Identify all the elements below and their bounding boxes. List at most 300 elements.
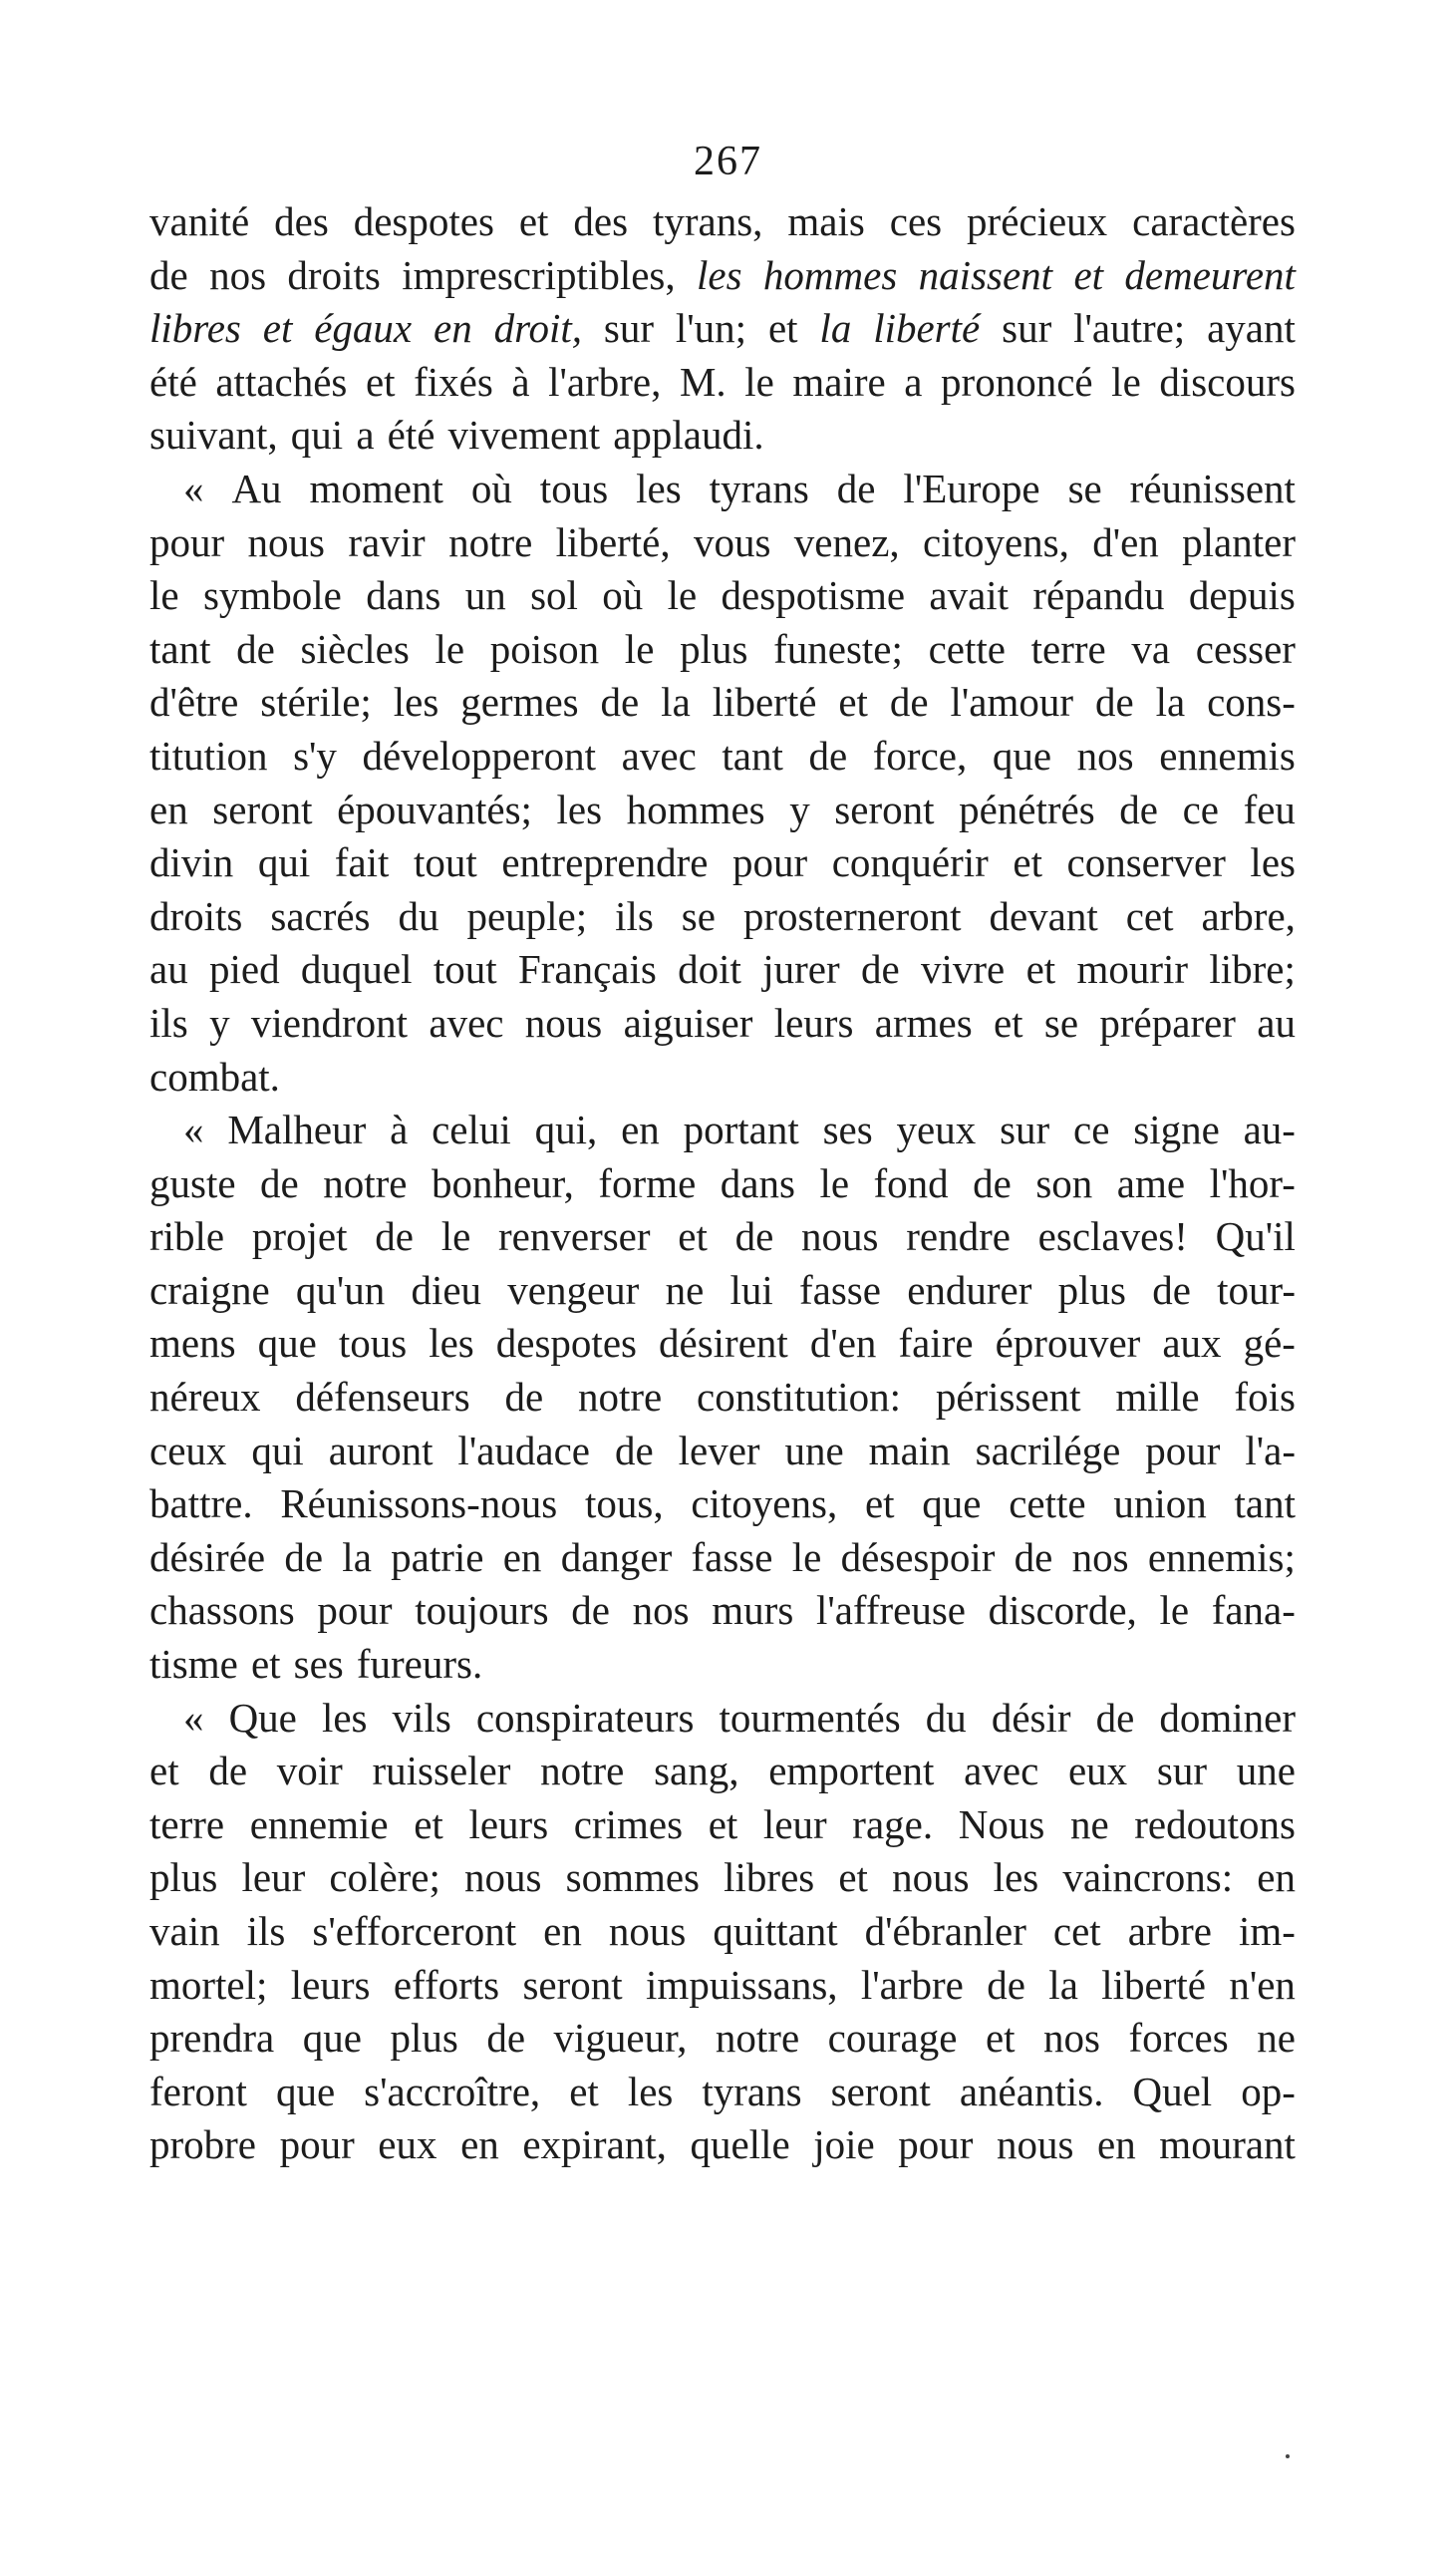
text-line	[149, 2118, 1296, 2172]
word: liberté	[873, 305, 981, 352]
word: ennemie	[249, 1800, 389, 1847]
word: ses	[293, 1641, 344, 1688]
text-line	[149, 569, 1296, 623]
word: op-	[1241, 2068, 1296, 2114]
word: qui	[251, 1427, 304, 1473]
word: désespoir	[840, 1533, 996, 1580]
word: y	[789, 786, 810, 832]
word: terre	[149, 1800, 225, 1847]
word: titution	[149, 732, 268, 779]
word: quittant	[713, 1908, 838, 1954]
word: le	[1111, 358, 1141, 405]
word: pénétrés	[959, 786, 1095, 832]
word: tyrans,	[652, 198, 763, 244]
word: et	[414, 1800, 443, 1847]
word: répandu	[1032, 572, 1165, 619]
word: les	[697, 251, 742, 298]
word: cet	[1125, 892, 1174, 939]
word: «	[183, 1107, 204, 1153]
word: de	[571, 1587, 610, 1634]
word: seront	[834, 786, 935, 832]
word: gé-	[1243, 1320, 1296, 1367]
word: ravir	[348, 518, 426, 565]
word: ses	[822, 1107, 873, 1153]
word: vigueur,	[553, 2015, 688, 2062]
word: prosterneront	[742, 892, 962, 939]
word: droit,	[493, 305, 583, 352]
word: peuple;	[466, 892, 588, 939]
word: toujours	[415, 1587, 549, 1634]
word: feu	[1243, 786, 1296, 832]
word: mens	[149, 1320, 236, 1367]
word: le	[744, 358, 774, 405]
word: planter	[1182, 518, 1296, 565]
word: de	[1095, 1694, 1135, 1741]
text-line	[149, 2012, 1296, 2066]
word: qui,	[534, 1107, 598, 1153]
word: hommes	[762, 251, 898, 298]
word: auront	[328, 1427, 434, 1473]
word: feront	[149, 2068, 247, 2114]
word: tisme	[149, 1641, 238, 1688]
word: libres	[724, 1854, 815, 1901]
word: et	[149, 1748, 179, 1794]
word: hommes	[626, 786, 765, 832]
word: s'accroître,	[364, 2068, 541, 2114]
text-line	[149, 1104, 1296, 1157]
word: les	[636, 465, 682, 511]
word: du	[398, 892, 439, 939]
word: où	[602, 572, 644, 619]
word: un	[464, 572, 506, 619]
word: funeste;	[773, 625, 903, 672]
word: esclaves!	[1037, 1213, 1188, 1260]
word: de	[836, 465, 876, 511]
word: divin	[149, 839, 234, 886]
word: cet	[1052, 1908, 1101, 1954]
word: de	[149, 251, 188, 298]
word: renverser	[498, 1213, 651, 1260]
word: l'autre;	[1073, 305, 1186, 352]
word: naissent	[918, 251, 1053, 298]
word: mourir	[1076, 946, 1189, 993]
word: bonheur,	[431, 1159, 574, 1206]
word: main	[868, 1427, 951, 1473]
word: ne	[665, 1266, 705, 1313]
word: de	[973, 1159, 1012, 1206]
word: à	[511, 358, 530, 405]
word: va	[1131, 625, 1171, 672]
text-line	[149, 730, 1296, 784]
word: notre	[448, 518, 533, 565]
word: pour	[1145, 1427, 1221, 1473]
word: préparer	[1099, 999, 1236, 1046]
text-line	[149, 1371, 1296, 1425]
text-line	[149, 1425, 1296, 1478]
word: cesser	[1195, 625, 1296, 672]
word: endurer	[907, 1266, 1032, 1313]
word: et	[993, 999, 1023, 1046]
word: de	[504, 1374, 544, 1421]
word: fond	[873, 1159, 949, 1206]
word: eux	[1067, 1748, 1128, 1794]
word: développeront	[362, 732, 597, 779]
word: expirant,	[522, 2121, 667, 2168]
word: courage	[827, 2015, 958, 2062]
word: Malheur	[227, 1107, 367, 1153]
word: de	[375, 1213, 414, 1260]
word: cette	[1009, 1480, 1086, 1527]
word: discorde,	[988, 1587, 1137, 1634]
word: ame	[1116, 1159, 1186, 1206]
text-line	[149, 1959, 1296, 2013]
word: la	[819, 305, 852, 352]
word: pour	[898, 2121, 974, 2168]
text-line	[149, 2066, 1296, 2119]
text-line	[149, 1477, 1296, 1531]
word: et	[985, 2015, 1016, 2062]
word: poison	[489, 625, 600, 672]
word: a	[904, 358, 923, 405]
word: fasse	[799, 1266, 881, 1313]
word: les	[627, 2068, 674, 2114]
word: sur	[1002, 305, 1052, 352]
word: fait	[334, 839, 390, 886]
word: au	[149, 946, 188, 993]
word: de	[284, 1533, 324, 1580]
word: pour	[732, 839, 808, 886]
word: seront	[522, 1961, 623, 2008]
word: impuissans,	[646, 1961, 838, 2008]
word: faire	[898, 1320, 974, 1367]
word: vain	[149, 1908, 220, 1954]
word: le	[149, 572, 179, 619]
word: le	[667, 572, 698, 619]
word: union	[1113, 1480, 1207, 1527]
word: cette	[928, 625, 1006, 672]
word: et	[518, 198, 549, 244]
word: anéantis.	[959, 2068, 1104, 2114]
word: siècles	[300, 625, 410, 672]
word: tant	[722, 732, 783, 779]
word: portant	[683, 1107, 799, 1153]
word: nos	[1076, 732, 1134, 779]
word: nos	[1043, 2015, 1101, 2062]
word: fureurs.	[356, 1641, 483, 1688]
word: de	[614, 1427, 654, 1473]
word: avec	[621, 732, 697, 779]
text-line	[149, 1798, 1296, 1852]
word: fixés	[414, 358, 493, 405]
word: se	[681, 892, 716, 939]
word: et	[250, 1641, 281, 1688]
word: vils	[392, 1694, 451, 1741]
word: crimes	[573, 1800, 684, 1847]
text-line	[149, 890, 1296, 944]
word: nous	[892, 1854, 970, 1901]
word: y	[209, 999, 230, 1046]
word: despotes	[353, 198, 494, 244]
word: combat.	[149, 1053, 280, 1100]
word: symbole	[202, 572, 342, 619]
word: en	[460, 2121, 499, 2168]
word: sang,	[654, 1748, 739, 1794]
word: projet	[251, 1213, 348, 1260]
word: vengeur	[507, 1266, 640, 1313]
word: précieux	[967, 198, 1108, 244]
word: de	[486, 2015, 526, 2062]
word: «	[183, 1694, 204, 1741]
word: mortel;	[149, 1961, 268, 2008]
word: nos	[209, 251, 267, 298]
word: leurs	[773, 999, 854, 1046]
word: droits	[149, 892, 243, 939]
word: murs	[712, 1587, 794, 1634]
word: en	[1257, 1854, 1296, 1901]
word: son	[1035, 1159, 1093, 1206]
word: à	[390, 1107, 409, 1153]
text-line	[149, 409, 1296, 463]
word: la	[342, 1533, 372, 1580]
word: despotes	[495, 1320, 637, 1367]
word: leur	[241, 1854, 306, 1901]
text-line	[149, 676, 1296, 730]
word: quelle	[690, 2121, 790, 2168]
word: et	[767, 305, 798, 352]
word: tourmentés	[719, 1694, 901, 1741]
text-line	[149, 1851, 1296, 1905]
word: avec	[429, 999, 504, 1046]
word: pour	[317, 1587, 393, 1634]
text-line	[149, 249, 1296, 303]
word: ayant	[1207, 305, 1296, 352]
word: tous	[539, 465, 609, 511]
word: et	[569, 2068, 599, 2114]
word: désir	[991, 1694, 1071, 1741]
text-line	[149, 1638, 1296, 1692]
word: rage.	[852, 1800, 934, 1847]
word: notre	[715, 2015, 800, 2062]
text-line	[149, 1905, 1296, 1959]
text-line	[149, 1692, 1296, 1746]
word: les	[393, 679, 439, 726]
word: une	[784, 1427, 844, 1473]
word: vaincrons:	[1062, 1854, 1234, 1901]
word: et	[1025, 946, 1056, 993]
text-line	[149, 195, 1296, 249]
word: conserver	[1066, 839, 1226, 886]
word: terre	[1030, 625, 1106, 672]
word: tous,	[584, 1480, 664, 1527]
word: efforts	[393, 1961, 500, 2008]
word: en	[434, 305, 472, 352]
word: et	[708, 1800, 738, 1847]
word: nous	[801, 1213, 879, 1260]
word: que	[275, 2068, 336, 2114]
word: prendra	[149, 2015, 275, 2062]
word: stérile;	[260, 679, 372, 726]
word: arbre,	[1201, 892, 1296, 939]
word: en	[621, 1107, 660, 1153]
word: nos	[632, 1587, 690, 1634]
word: et	[1013, 839, 1042, 886]
word: citoyens,	[922, 518, 1069, 565]
word: de	[860, 946, 900, 993]
word: nous	[608, 1908, 687, 1954]
word: forme	[598, 1159, 697, 1206]
word: ils	[149, 999, 188, 1046]
word: en	[543, 1908, 582, 1954]
word: de	[889, 679, 929, 726]
word: et	[838, 679, 868, 726]
word: désirent	[659, 1320, 788, 1367]
word: arbre	[1127, 1908, 1212, 1954]
word: de	[1094, 679, 1134, 726]
word: mille	[1115, 1374, 1200, 1421]
word: mourant	[1159, 2121, 1296, 2168]
word: la	[1155, 679, 1186, 726]
word: mais	[787, 198, 865, 244]
word: qui	[257, 839, 311, 886]
text-line	[149, 1317, 1296, 1371]
word: de	[260, 1159, 299, 1206]
word: où	[470, 465, 512, 511]
word: sommes	[565, 1854, 701, 1901]
word: seront	[212, 786, 313, 832]
word: vanité	[149, 198, 250, 244]
word: redoutons	[1134, 1800, 1296, 1847]
word: celui	[432, 1107, 511, 1153]
word: l'audace	[457, 1427, 590, 1473]
word: Au	[231, 465, 282, 511]
word: germes	[460, 679, 579, 726]
word: libres	[149, 305, 241, 352]
word: ennemis;	[1147, 1533, 1296, 1580]
word: leurs	[290, 1961, 371, 2008]
word: de	[987, 1961, 1025, 2008]
word: colère;	[329, 1854, 440, 1901]
word: de	[600, 679, 640, 726]
word: Nous	[958, 1800, 1045, 1847]
text-line	[149, 1584, 1296, 1638]
word: notre	[323, 1159, 408, 1206]
word: Quel	[1132, 2068, 1213, 2114]
word: d'en	[1092, 518, 1159, 565]
word: néreux	[149, 1374, 261, 1421]
word: le	[819, 1159, 850, 1206]
word: ruisseler	[372, 1748, 511, 1794]
word: constitution:	[697, 1374, 902, 1421]
word: imprescriptibles,	[402, 251, 676, 298]
word: et	[365, 358, 396, 405]
word: que	[257, 1320, 317, 1367]
word: dans	[720, 1159, 795, 1206]
word: et	[262, 305, 293, 352]
word: viendront	[250, 999, 409, 1046]
text-line	[149, 516, 1296, 570]
word: et	[838, 1854, 868, 1901]
word: plus	[680, 625, 748, 672]
word: l'amour	[950, 679, 1074, 726]
word: liberté,	[555, 518, 671, 565]
text-line	[149, 943, 1296, 997]
word: ceux	[149, 1427, 227, 1473]
word: en	[502, 1533, 542, 1580]
word: des	[274, 198, 329, 244]
word: les	[1250, 839, 1296, 886]
text-line	[149, 1531, 1296, 1585]
word: sol	[530, 572, 578, 619]
word: emportent	[768, 1748, 935, 1794]
word: les	[321, 1694, 368, 1741]
word: tant	[1234, 1480, 1296, 1527]
text-line	[149, 784, 1296, 837]
word: conquérir	[831, 839, 989, 886]
word: devant	[989, 892, 1098, 939]
word: au	[1257, 999, 1296, 1046]
word: danger	[560, 1533, 673, 1580]
word: sur	[1156, 1748, 1208, 1794]
word: droits	[287, 251, 381, 298]
word: chassons	[149, 1587, 295, 1634]
word: sacrés	[270, 892, 371, 939]
word: aiguiser	[623, 999, 753, 1046]
word: s'y	[293, 732, 337, 779]
word: l'Europe	[903, 465, 1040, 511]
word: nous	[464, 1854, 542, 1901]
word: fois	[1234, 1374, 1296, 1421]
word: discours	[1159, 358, 1296, 405]
word: et	[678, 1213, 708, 1260]
word: d'ébranler	[864, 1908, 1026, 1954]
text-line	[149, 1210, 1296, 1264]
word: épouvantés;	[337, 786, 532, 832]
word: patrie	[391, 1533, 484, 1580]
word: forces	[1128, 2015, 1229, 2062]
word: le	[624, 625, 655, 672]
word: dominer	[1159, 1694, 1296, 1741]
word: leur	[762, 1800, 827, 1847]
word: citoyens,	[691, 1480, 838, 1527]
word: plus	[149, 1854, 218, 1901]
word: de	[1119, 786, 1158, 832]
word: nous	[524, 999, 603, 1046]
word: d'être	[149, 679, 239, 726]
word: avait	[929, 572, 1010, 619]
word: de	[1014, 1533, 1053, 1580]
word: probre	[149, 2121, 257, 2168]
word: éprouver	[995, 1320, 1141, 1367]
word: signe	[1133, 1107, 1220, 1153]
word: l'un;	[675, 305, 747, 352]
word: conspirateurs	[475, 1694, 695, 1741]
page-number: 267	[694, 139, 762, 184]
word: prononcé	[941, 358, 1093, 405]
word: «	[183, 465, 204, 511]
word: Que	[228, 1694, 297, 1741]
word: qui	[290, 412, 344, 459]
word: que	[922, 1480, 982, 1527]
word: en	[1097, 2121, 1136, 2168]
word: rendre	[906, 1213, 1011, 1260]
text-line	[149, 1157, 1296, 1211]
word: qu'un	[295, 1266, 386, 1313]
word: lever	[678, 1427, 760, 1473]
word: tour-	[1217, 1266, 1296, 1313]
word: l'arbre	[860, 1961, 964, 2008]
word: seront	[830, 2068, 931, 2114]
word: tant	[149, 625, 211, 672]
